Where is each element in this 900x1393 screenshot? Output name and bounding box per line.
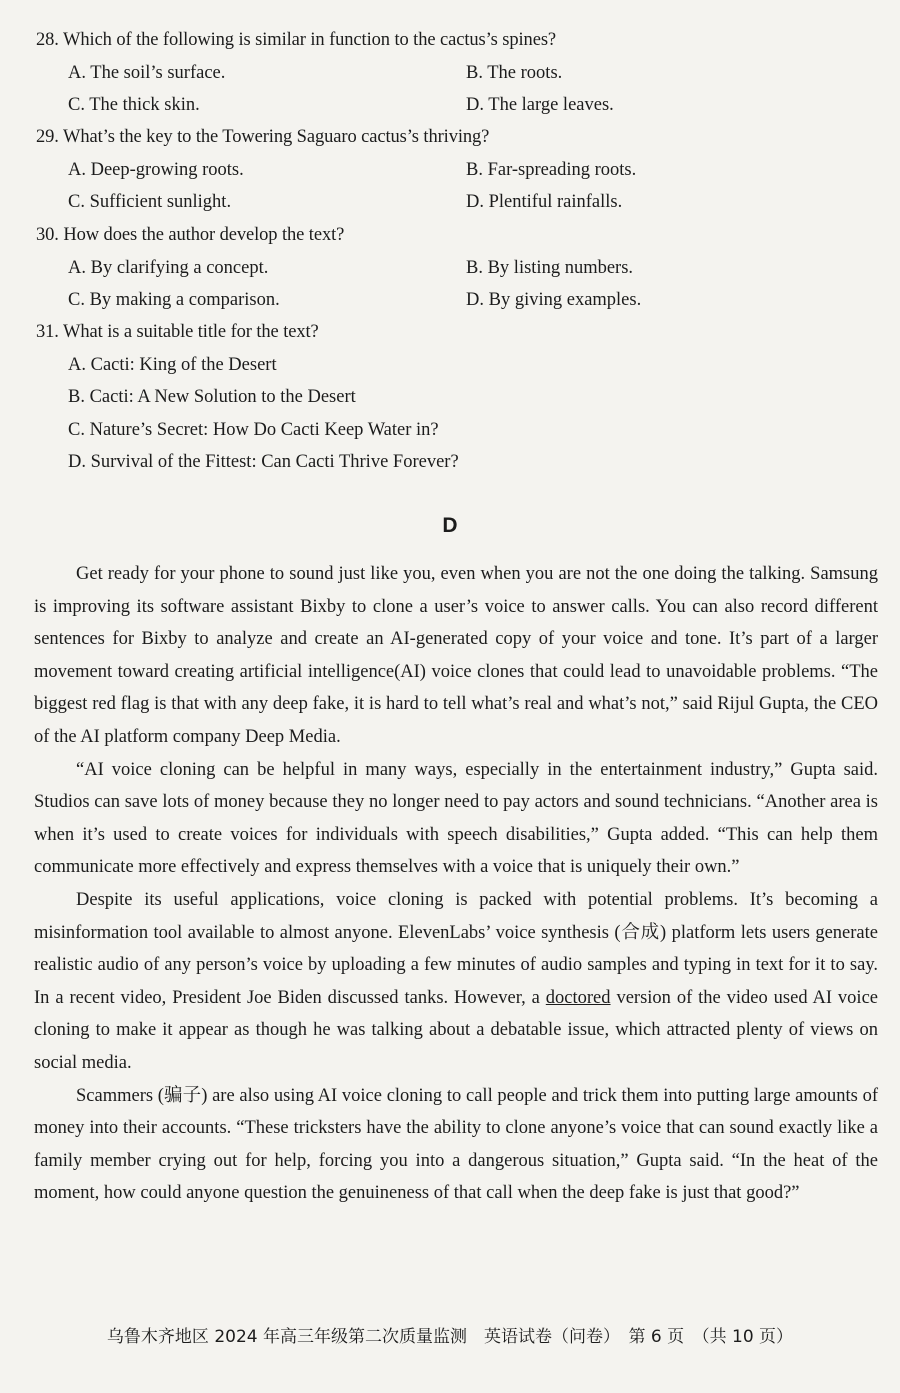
underlined-word: doctored: [545, 987, 611, 1008]
question-31-option-c: C. Nature’s Secret: How Do Cacti Keep Water in?: [68, 420, 439, 440]
question-29-option-b: B. Far-spreading roots.: [466, 160, 637, 180]
passage-paragraph-1: Get ready for your phone to sound just like you, even when you are not the one doing the talking. Samsung is improving its software assistant Bixby to clone a user’s voice to answer calls. You can also record different sentences for Bixby to analyze and create an AI-generated copy of your voice and tone. It’s part of a larger movement toward creating artificial intelligence(AI) voice clones that could lead to unavoidable problems. “The biggest red flag is that with any deep fake, it is hard to tell what’s real and what’s not,” said Rijul Gupta, the CEO of the AI platform company Deep Media.: [34, 564, 878, 747]
question-29-stem: 29. What’s the key to the Towering Saguaro cactus’s thriving?: [36, 127, 490, 147]
question-30-stem: 30. How does the author develop the text?: [36, 225, 345, 245]
page-footer: 乌鲁木齐地区 2024 年高三年级第二次质量监测 英语试卷（问卷） 第 6 页 （共 10 页）: [106, 1327, 794, 1347]
paragraph-3-text-after: version of the video used AI voice cloning to make it appear as though he was talking about a debatable issue, which attracted plenty of views on social media.: [34, 987, 878, 1073]
paragraph-3-text-before: Despite its useful applications, voice cloning is packed with potential problems. It’s becoming a misinformation tool available to almost anyone. ElevenLabs’ voice synthesis (合成) platform lets users generate realistic audio of any person’s voice by uploading a few minutes of audio samples and typing in text for it to say. In a recent video, President Joe Biden discussed tanks. However, a: [34, 889, 878, 1008]
question-29-option-d: D. Plentiful rainfalls.: [466, 192, 623, 212]
question-28-option-a: A. The soil’s surface.: [68, 63, 226, 83]
question-30-option-b: B. By listing numbers.: [466, 258, 634, 278]
passage-paragraph-4: Scammers (骗子) are also using AI voice cloning to call people and trick them into putting large amounts of money into their accounts. “These tricksters have the ability to clone anyone’s voice that can sound exactly like a family member crying out for help, forcing you into a dangerous situation,” Gupta said. “In the heat of the moment, how could anyone question the genuineness of that call when the deep fake is just that good?”: [34, 1085, 878, 1204]
question-31-stem: 31. What is a suitable title for the text?: [36, 322, 319, 342]
question-28-option-b: B. The roots.: [466, 63, 563, 83]
question-31-option-d: D. Survival of the Fittest: Can Cacti Thrive Forever?: [68, 452, 459, 472]
question-28-option-d: D. The large leaves.: [466, 95, 614, 115]
question-29-option-c: C. Sufficient sunlight.: [68, 192, 232, 212]
question-29-option-a: A. Deep-growing roots.: [68, 160, 244, 180]
question-28-option-c: C. The thick skin.: [68, 95, 200, 115]
section-heading: D: [442, 514, 458, 537]
passage-paragraph-2: “AI voice cloning can be helpful in many ways, especially in the entertainment industry,” Gupta said. Studios can save lots of money because they no longer need to pay actors and sound technicians. “Another area is when it’s used to create voices for individuals with speech disabilities,” Gupta added. “This can help them communicate more effectively and express themselves with a voice that is uniquely their own.”: [34, 759, 878, 878]
question-31-option-b: B. Cacti: A New Solution to the Desert: [68, 387, 356, 407]
question-28-stem: 28. Which of the following is similar in function to the cactus’s spines?: [36, 30, 557, 50]
passage-paragraph-3: [34, 884, 878, 1080]
question-30-option-d: D. By giving examples.: [466, 290, 642, 310]
question-31-option-a: A. Cacti: King of the Desert: [68, 355, 277, 375]
question-30-option-c: C. By making a comparison.: [68, 290, 280, 310]
question-30-option-a: A. By clarifying a concept.: [68, 258, 269, 278]
reading-passage: [34, 558, 878, 1210]
